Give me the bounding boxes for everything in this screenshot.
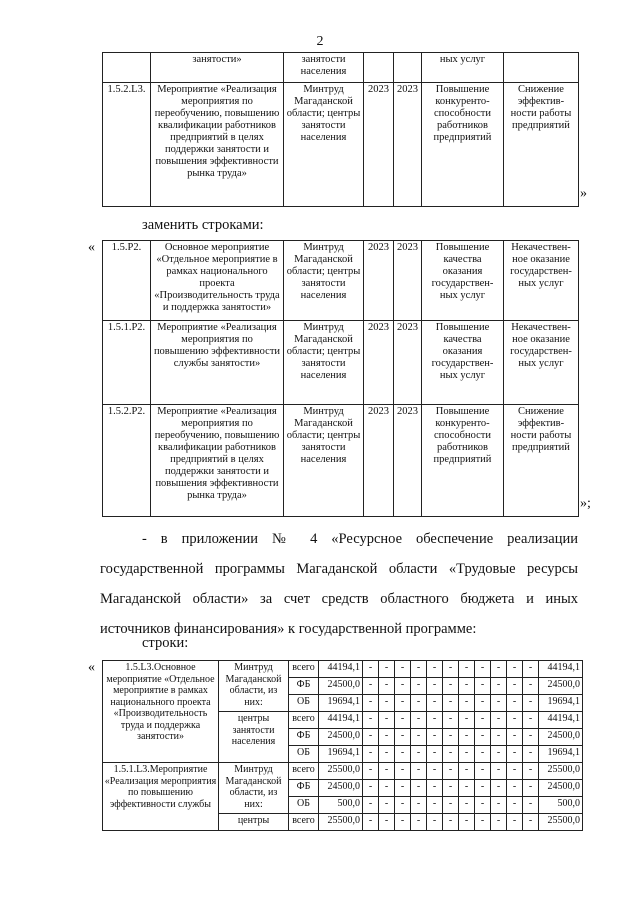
row-executor: Минтруд Магаданской области; центры занятости населения: [284, 83, 364, 207]
empty-year-cell: -: [427, 746, 443, 763]
amount-2023: 25500,0: [319, 763, 363, 780]
empty-year-cell: -: [475, 695, 491, 712]
row-year-start: 2023: [364, 321, 394, 405]
funding-source: всего: [289, 712, 319, 729]
empty-year-cell: -: [459, 746, 475, 763]
empty-year-cell: -: [363, 763, 379, 780]
row-result: Повышение качества оказания государствен-ных услуг: [422, 241, 504, 321]
empty-year-cell: -: [427, 695, 443, 712]
empty-year-cell: -: [491, 661, 507, 678]
empty-year-cell: -: [395, 678, 411, 695]
empty-year-cell: -: [475, 729, 491, 746]
funding-source: всего: [289, 763, 319, 780]
empty-year-cell: -: [427, 780, 443, 797]
table-continued: [102, 52, 579, 207]
funding-source: ФБ: [289, 729, 319, 746]
empty-year-cell: -: [395, 814, 411, 831]
amount-total: 44194,1: [539, 661, 583, 678]
row-year-start: 2023: [364, 83, 394, 207]
row-name: занятости»: [151, 53, 284, 83]
empty-year-cell: -: [379, 797, 395, 814]
amount-total: 25500,0: [539, 814, 583, 831]
empty-year-cell: -: [443, 814, 459, 831]
opening-quote: «: [88, 240, 95, 255]
row-code: [103, 53, 151, 83]
empty-year-cell: -: [459, 661, 475, 678]
empty-year-cell: -: [491, 780, 507, 797]
empty-year-cell: -: [363, 678, 379, 695]
empty-year-cell: -: [363, 712, 379, 729]
empty-year-cell: -: [363, 797, 379, 814]
empty-year-cell: -: [459, 729, 475, 746]
row-risk: [504, 53, 579, 83]
amount-total: 25500,0: [539, 763, 583, 780]
empty-year-cell: -: [411, 712, 427, 729]
empty-year-cell: -: [491, 678, 507, 695]
empty-year-cell: -: [459, 712, 475, 729]
empty-year-cell: -: [395, 661, 411, 678]
empty-year-cell: -: [395, 763, 411, 780]
empty-year-cell: -: [379, 729, 395, 746]
empty-year-cell: -: [459, 814, 475, 831]
row-year-end: 2023: [394, 321, 422, 405]
empty-year-cell: -: [395, 746, 411, 763]
row-name: Мероприятие «Реализация мероприятия по переобучению, повышению квалификации работников предприятий в целях поддержки занятости и повышения эффективности рынка труда»: [151, 405, 284, 517]
row-code: 1.5.P2.: [103, 241, 151, 321]
amount-2023: 25500,0: [319, 814, 363, 831]
funding-source: ОБ: [289, 695, 319, 712]
row-code: 1.5.2.P2.: [103, 405, 151, 517]
empty-year-cell: -: [475, 814, 491, 831]
amount-2023: 44194,1: [319, 712, 363, 729]
amount-2023: 500,0: [319, 797, 363, 814]
empty-year-cell: -: [395, 780, 411, 797]
empty-year-cell: -: [443, 780, 459, 797]
funding-source: ОБ: [289, 797, 319, 814]
empty-year-cell: -: [411, 729, 427, 746]
row-year-start: [364, 53, 394, 83]
empty-year-cell: -: [523, 729, 539, 746]
empty-year-cell: -: [427, 712, 443, 729]
empty-year-cell: -: [507, 678, 523, 695]
empty-year-cell: -: [443, 763, 459, 780]
amount-total: 24500,0: [539, 678, 583, 695]
closing-quote: »;: [580, 496, 591, 511]
opening-quote: «: [88, 660, 95, 675]
row-year-start: 2023: [364, 241, 394, 321]
empty-year-cell: -: [395, 729, 411, 746]
empty-year-cell: -: [491, 746, 507, 763]
empty-year-cell: -: [443, 729, 459, 746]
empty-year-cell: -: [507, 746, 523, 763]
row-executor: занятости населения: [284, 53, 364, 83]
amount-total: 24500,0: [539, 780, 583, 797]
empty-year-cell: -: [427, 814, 443, 831]
empty-year-cell: -: [475, 797, 491, 814]
table-replacement: [102, 240, 579, 517]
empty-year-cell: -: [523, 814, 539, 831]
row-code: 1.5.1.P2.: [103, 321, 151, 405]
empty-year-cell: -: [459, 678, 475, 695]
empty-year-cell: -: [491, 797, 507, 814]
amount-2023: 24500,0: [319, 780, 363, 797]
rows-text: строки:: [142, 635, 189, 651]
empty-year-cell: -: [363, 661, 379, 678]
empty-year-cell: -: [379, 661, 395, 678]
measure-name: 1.5.1.L3.Мероприятие «Реализация мероприятия по повышению эффективности службы: [103, 763, 219, 831]
empty-year-cell: -: [363, 746, 379, 763]
empty-year-cell: -: [491, 712, 507, 729]
executor: Минтруд Магаданской области, из них:: [219, 661, 289, 712]
row-executor: Минтруд Магаданской области; центры занятости населения: [284, 405, 364, 517]
row-code: 1.5.2.L3.: [103, 83, 151, 207]
page-number: 2: [316, 34, 324, 49]
row-executor: Минтруд Магаданской области; центры занятости населения: [284, 241, 364, 321]
empty-year-cell: -: [523, 695, 539, 712]
amount-2023: 19694,1: [319, 695, 363, 712]
empty-year-cell: -: [507, 780, 523, 797]
funding-source: ФБ: [289, 780, 319, 797]
empty-year-cell: -: [523, 763, 539, 780]
amount-2023: 24500,0: [319, 678, 363, 695]
amount-2023: 44194,1: [319, 661, 363, 678]
empty-year-cell: -: [459, 695, 475, 712]
empty-year-cell: -: [491, 695, 507, 712]
empty-year-cell: -: [411, 695, 427, 712]
empty-year-cell: -: [411, 814, 427, 831]
empty-year-cell: -: [523, 746, 539, 763]
empty-year-cell: -: [507, 797, 523, 814]
executor: Минтруд Магаданской области, из них:: [219, 763, 289, 814]
row-result: Повышение конкуренто-способности работников предприятий: [422, 405, 504, 517]
empty-year-cell: -: [523, 797, 539, 814]
amount-total: 19694,1: [539, 746, 583, 763]
row-year-end: 2023: [394, 405, 422, 517]
empty-year-cell: -: [475, 712, 491, 729]
empty-year-cell: -: [379, 780, 395, 797]
empty-year-cell: -: [379, 695, 395, 712]
table-row: [103, 405, 579, 517]
empty-year-cell: -: [459, 797, 475, 814]
empty-year-cell: -: [475, 746, 491, 763]
amount-total: 19694,1: [539, 695, 583, 712]
row-risk: Снижение эффектив-ности работы предприятий: [504, 405, 579, 517]
row-year-end: 2023: [394, 83, 422, 207]
funding-source: всего: [289, 661, 319, 678]
empty-year-cell: -: [411, 746, 427, 763]
closing-quote: »: [580, 186, 587, 201]
empty-year-cell: -: [475, 661, 491, 678]
empty-year-cell: -: [507, 712, 523, 729]
table-row: [103, 763, 583, 780]
empty-year-cell: -: [443, 678, 459, 695]
empty-year-cell: -: [491, 814, 507, 831]
table-row: [103, 83, 579, 207]
empty-year-cell: -: [363, 814, 379, 831]
measure-name: 1.5.L3.Основное мероприятие «Отдельное мероприятие в рамках национального проекта «Производительность труда и поддержка занятости»: [103, 661, 219, 763]
empty-year-cell: -: [507, 729, 523, 746]
empty-year-cell: -: [523, 661, 539, 678]
row-risk: Некачествен-ное оказание государствен-ных услуг: [504, 321, 579, 405]
table-row: [103, 241, 579, 321]
empty-year-cell: -: [379, 678, 395, 695]
empty-year-cell: -: [379, 814, 395, 831]
empty-year-cell: -: [395, 797, 411, 814]
empty-year-cell: -: [411, 661, 427, 678]
empty-year-cell: -: [523, 780, 539, 797]
body-paragraph: - в приложении № 4 «Ресурсное обеспечение реализации государственной программы Магаданской области «Трудовые ресурсы Магаданской области» за счет средств областного бюджета и иных источников финансирования» к государственной программе:: [100, 531, 578, 637]
empty-year-cell: -: [363, 729, 379, 746]
row-risk: Снижение эффектив-ности работы предприятий: [504, 83, 579, 207]
empty-year-cell: -: [523, 712, 539, 729]
empty-year-cell: -: [379, 763, 395, 780]
empty-year-cell: -: [459, 763, 475, 780]
amount-total: 24500,0: [539, 729, 583, 746]
row-result: Повышение конкуренто-способности работников предприятий: [422, 83, 504, 207]
row-year-end: 2023: [394, 241, 422, 321]
funding-source: всего: [289, 814, 319, 831]
amount-2023: 19694,1: [319, 746, 363, 763]
empty-year-cell: -: [427, 729, 443, 746]
table-resources: [102, 660, 583, 831]
empty-year-cell: -: [443, 695, 459, 712]
empty-year-cell: -: [411, 780, 427, 797]
table-row: [103, 321, 579, 405]
amount-2023: 24500,0: [319, 729, 363, 746]
row-year-end: [394, 53, 422, 83]
empty-year-cell: -: [507, 814, 523, 831]
row-name: Основное мероприятие «Отдельное мероприятие в рамках национального проекта «Производительность труда и поддержка занятости»: [151, 241, 284, 321]
table-row: [103, 53, 579, 83]
empty-year-cell: -: [427, 763, 443, 780]
empty-year-cell: -: [475, 780, 491, 797]
empty-year-cell: -: [507, 695, 523, 712]
empty-year-cell: -: [475, 678, 491, 695]
empty-year-cell: -: [427, 797, 443, 814]
amount-total: 44194,1: [539, 712, 583, 729]
empty-year-cell: -: [443, 746, 459, 763]
funding-source: ОБ: [289, 746, 319, 763]
empty-year-cell: -: [379, 712, 395, 729]
empty-year-cell: -: [475, 763, 491, 780]
empty-year-cell: -: [523, 678, 539, 695]
funding-source: ФБ: [289, 678, 319, 695]
replace-text: заменить строками:: [142, 217, 264, 233]
row-result: Повышение качества оказания государствен-ных услуг: [422, 321, 504, 405]
row-risk: Некачествен-ное оказание государствен-ных услуг: [504, 241, 579, 321]
empty-year-cell: -: [443, 712, 459, 729]
empty-year-cell: -: [427, 661, 443, 678]
empty-year-cell: -: [427, 678, 443, 695]
empty-year-cell: -: [379, 746, 395, 763]
empty-year-cell: -: [363, 695, 379, 712]
empty-year-cell: -: [443, 797, 459, 814]
table-row: [103, 661, 583, 678]
row-name: Мероприятие «Реализация мероприятия по переобучению, повышению квалификации работников предприятий в целях поддержки занятости и повышения эффективности рынка труда»: [151, 83, 284, 207]
amount-total: 500,0: [539, 797, 583, 814]
empty-year-cell: -: [507, 763, 523, 780]
empty-year-cell: -: [411, 797, 427, 814]
row-result: ных услуг: [422, 53, 504, 83]
executor: центры занятости населения: [219, 712, 289, 763]
empty-year-cell: -: [491, 729, 507, 746]
empty-year-cell: -: [411, 678, 427, 695]
executor: центры: [219, 814, 289, 831]
empty-year-cell: -: [411, 763, 427, 780]
empty-year-cell: -: [459, 780, 475, 797]
row-executor: Минтруд Магаданской области; центры занятости населения: [284, 321, 364, 405]
empty-year-cell: -: [443, 661, 459, 678]
empty-year-cell: -: [395, 712, 411, 729]
row-name: Мероприятие «Реализация мероприятия по повышению эффективности службы занятости»: [151, 321, 284, 405]
empty-year-cell: -: [363, 780, 379, 797]
row-year-start: 2023: [364, 405, 394, 517]
empty-year-cell: -: [395, 695, 411, 712]
empty-year-cell: -: [507, 661, 523, 678]
empty-year-cell: -: [491, 763, 507, 780]
